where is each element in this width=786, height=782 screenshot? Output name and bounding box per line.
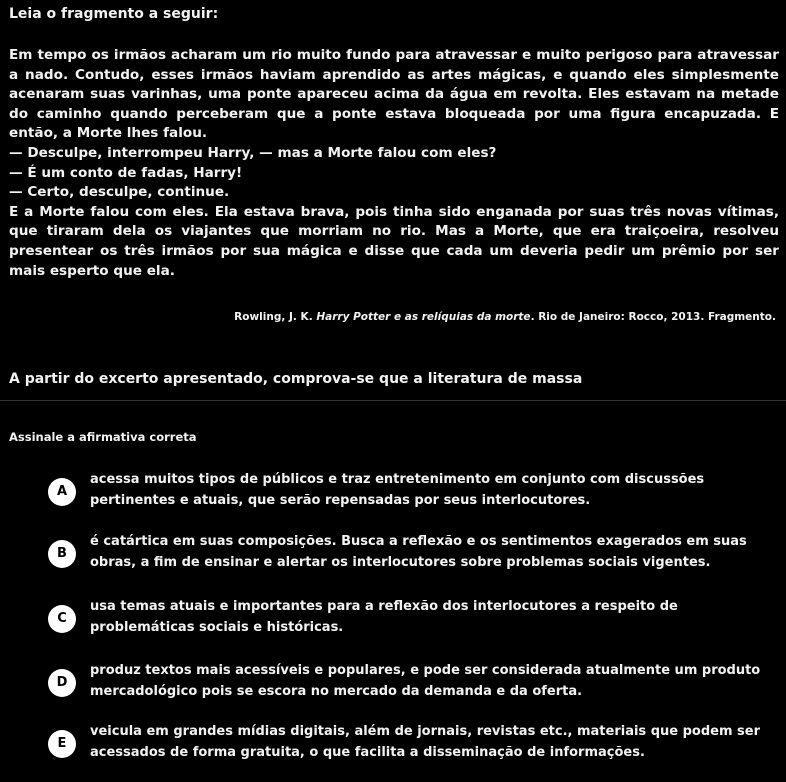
option-d[interactable] [48,659,778,707]
source-citation [200,311,776,323]
passage-paragraph: Em tempo os irmãos acharam um rio muito fundo para atravessar e muito perigoso para atravessar a nado. Contudo, esses irmãos haviam aprendido as artes mágicas, e quando eles simplesmente acenaram suas varinhas, uma ponte apareceu acima da água em revolta. Eles estavam na metade do caminho quando perceberam que a ponte estava bloqueada por uma figura encapuzada. E então, a Morte lhes falou. [9,47,779,142]
option-text[interactable]: é catártica em suas composições. Busca a reflexão e os sentimentos exagerados em suas obras, a fim de ensinar e alertar os interlocutores sobre problemas sociais vigentes. [90,534,747,570]
option-text[interactable]: usa temas atuais e importantes para a reflexão dos interlocutores a respeito de problemáticas sociais e históricas. [90,599,678,635]
divider [0,400,786,401]
option-text[interactable]: acessa muitos tipos de públicos e traz entretenimento em conjunto com discussões pertinentes e atuais, que serão repensadas por seus interlocutores. [90,472,705,508]
passage-dialogue-line: — Certo, desculpe, continue. [9,184,230,201]
option-text[interactable]: veicula em grandes mídias digitais, além de jornais, revistas etc., materiais que podem ser acessados de forma gratuita, o que facilita a disseminação de informações. [90,724,760,760]
passage-paragraph: E a Morte falou com eles. Ela estava brava, pois tinha sido enganada por suas três novas vítimas, que tiraram dela os viajantes que morriam no rio. Mas a Morte, que era traiçoeira, resolveu presentear os três irmãos por sua mágica e disse que cada um deveria pedir um prêmio por ser mais esperto que ela. [9,203,779,279]
option-letter-badge[interactable]: C [48,605,76,633]
option-b[interactable] [48,530,778,578]
option-letter-badge[interactable]: B [48,540,76,568]
option-letter-badge[interactable]: A [48,478,76,506]
intro-heading: Leia o fragmento a seguir: [9,6,219,22]
question-stem: A partir do excerto apresentado, comprova-se que a literatura de massa [9,371,583,387]
option-a[interactable] [48,468,778,516]
passage-dialogue-line: — É um conto de fadas, Harry! [9,164,243,181]
option-c[interactable] [48,595,778,643]
option-text[interactable]: produz textos mais acessíveis e populares, e pode ser considerada atualmente um produto mercadológico pois se escora no mercado da demanda e da oferta. [90,663,761,699]
answer-instruction: Assinale a afirmativa correta [9,430,197,444]
citation-title: Harry Potter e as relíquias da morte [316,311,531,323]
passage-dialogue-line: — Desculpe, interrompeu Harry, — mas a Morte falou com eles? [9,144,497,161]
citation-author: Rowling, J. K. [234,311,313,323]
option-letter-badge[interactable]: D [48,669,76,697]
citation-details: . Rio de Janeiro: Rocco, 2013. Fragmento. [530,311,776,323]
excerpt-passage [9,46,779,281]
option-letter-badge[interactable]: E [48,730,76,758]
option-e[interactable] [48,720,778,768]
